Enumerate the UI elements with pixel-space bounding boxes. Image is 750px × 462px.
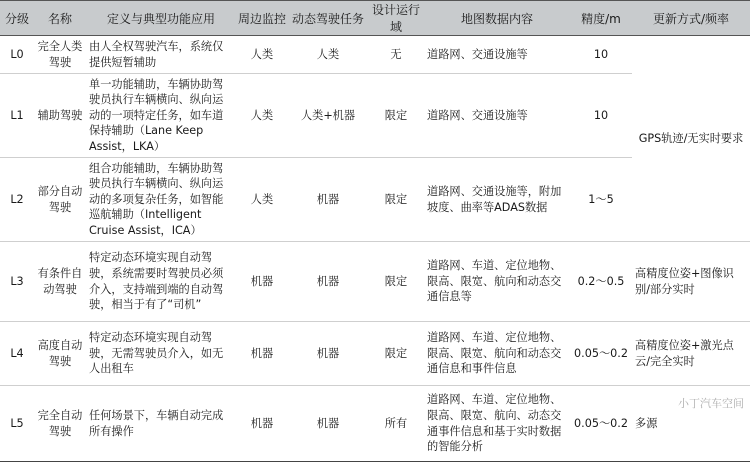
cell-definition: 任何场景下，车辆自动完成所有操作: [86, 386, 236, 462]
cell-monitor: 机器: [236, 242, 288, 322]
cell-name: 完全自动驾驶: [34, 386, 86, 462]
table-row: [0, 386, 750, 462]
cell-update: 多源: [632, 386, 750, 462]
cell-name: 辅助驾驶: [34, 74, 86, 158]
cell-name: 部分自动驾驶: [34, 158, 86, 242]
header-monitor: 周边监控: [236, 1, 288, 36]
table-row: [0, 322, 750, 386]
cell-ddt: 机器: [288, 158, 368, 242]
cell-odd: 无: [368, 36, 424, 74]
cell-monitor: 人类: [236, 158, 288, 242]
cell-monitor: 机器: [236, 322, 288, 386]
cell-definition: 由人全权驾驶汽车，系统仅提供短暂辅助: [86, 36, 236, 74]
cell-definition: 单一功能辅助，车辆协助驾驶员执行车辆横向、纵向运动的一项特定任务，如车道保持辅助（Lane Keep Assist，LKA）: [86, 74, 236, 158]
cell-map: 道路网、交通设施等，附加坡度、曲率等ADAS数据: [424, 158, 570, 242]
table-row: [0, 36, 750, 74]
cell-precision: 0.05～0.2: [570, 386, 632, 462]
header-update: 更新方式/频率: [632, 1, 750, 36]
cell-definition: 特定动态环境实现自动驾驶，无需驾驶员介入，如无人出租车: [86, 322, 236, 386]
cell-precision: 10: [570, 74, 632, 158]
cell-ddt: 机器: [288, 322, 368, 386]
cell-ddt: 人类: [288, 36, 368, 74]
watermark-text: 小丁汽车空间: [678, 397, 744, 410]
cell-monitor: 人类: [236, 74, 288, 158]
cell-odd: 限定: [368, 158, 424, 242]
header-map: 地图数据内容: [424, 1, 570, 36]
cell-map: 道路网、交通设施等: [424, 36, 570, 74]
cell-precision: 0.05～0.2: [570, 322, 632, 386]
cell-ddt: 机器: [288, 386, 368, 462]
cell-name: 有条件自动驾驶: [34, 242, 86, 322]
cell-update: 高精度位姿+图像识别/部分实时: [632, 242, 750, 322]
header-level: 分级: [0, 1, 34, 36]
cell-odd: 限定: [368, 322, 424, 386]
cell-map: 道路网、车道、定位地物、限高、限宽、航向和动态交通信息和事件信息: [424, 322, 570, 386]
cell-odd: 限定: [368, 74, 424, 158]
cell-odd: 所有: [368, 386, 424, 462]
cell-ddt: 人类+机器: [288, 74, 368, 158]
cell-name: 完全人类驾驶: [34, 36, 86, 74]
cell-odd: 限定: [368, 242, 424, 322]
cell-precision: 1～5: [570, 158, 632, 242]
cell-level: L2: [0, 158, 34, 242]
header-odd: 设计运行域: [368, 1, 424, 36]
cell-monitor: 机器: [236, 386, 288, 462]
cell-ddt: 机器: [288, 242, 368, 322]
cell-definition: 特定动态环境实现自动驾驶，系统需要时驾驶员必须介入，支持端到端的自动驾驶，相当于有了“司机”: [86, 242, 236, 322]
cell-map: 道路网、交通设施等: [424, 74, 570, 158]
cell-map: 道路网、车道、定位地物、限高、限宽、航向和动态交通信息等: [424, 242, 570, 322]
cell-name: 高度自动驾驶: [34, 322, 86, 386]
cell-definition: 组合功能辅助，车辆协助驾驶员执行车辆横向、纵向运动的多项复杂任务，如智能巡航辅助（Intelligent Cruise Assist，ICA）: [86, 158, 236, 242]
cell-update-l0-l2: GPS轨迹/无实时要求: [632, 36, 750, 242]
table-row: [0, 242, 750, 322]
cell-level: L3: [0, 242, 34, 322]
cell-map: 道路网、车道、定位地物、限高、限宽、航向、动态交通事件信息和基于实时数据的智能分析: [424, 386, 570, 462]
table-header-row: [0, 1, 750, 36]
header-name: 名称: [34, 1, 86, 36]
cell-level: L0: [0, 36, 34, 74]
cell-level: L5: [0, 386, 34, 462]
cell-precision: 0.2～0.5: [570, 242, 632, 322]
header-precision: 精度/m: [570, 1, 632, 36]
cell-level: L1: [0, 74, 34, 158]
cell-monitor: 人类: [236, 36, 288, 74]
cell-level: L4: [0, 322, 34, 386]
cell-precision: 10: [570, 36, 632, 74]
header-ddt: 动态驾驶任务: [288, 1, 368, 36]
header-definition: 定义与典型功能应用: [86, 1, 236, 36]
cell-update: 高精度位姿+激光点云/完全实时: [632, 322, 750, 386]
